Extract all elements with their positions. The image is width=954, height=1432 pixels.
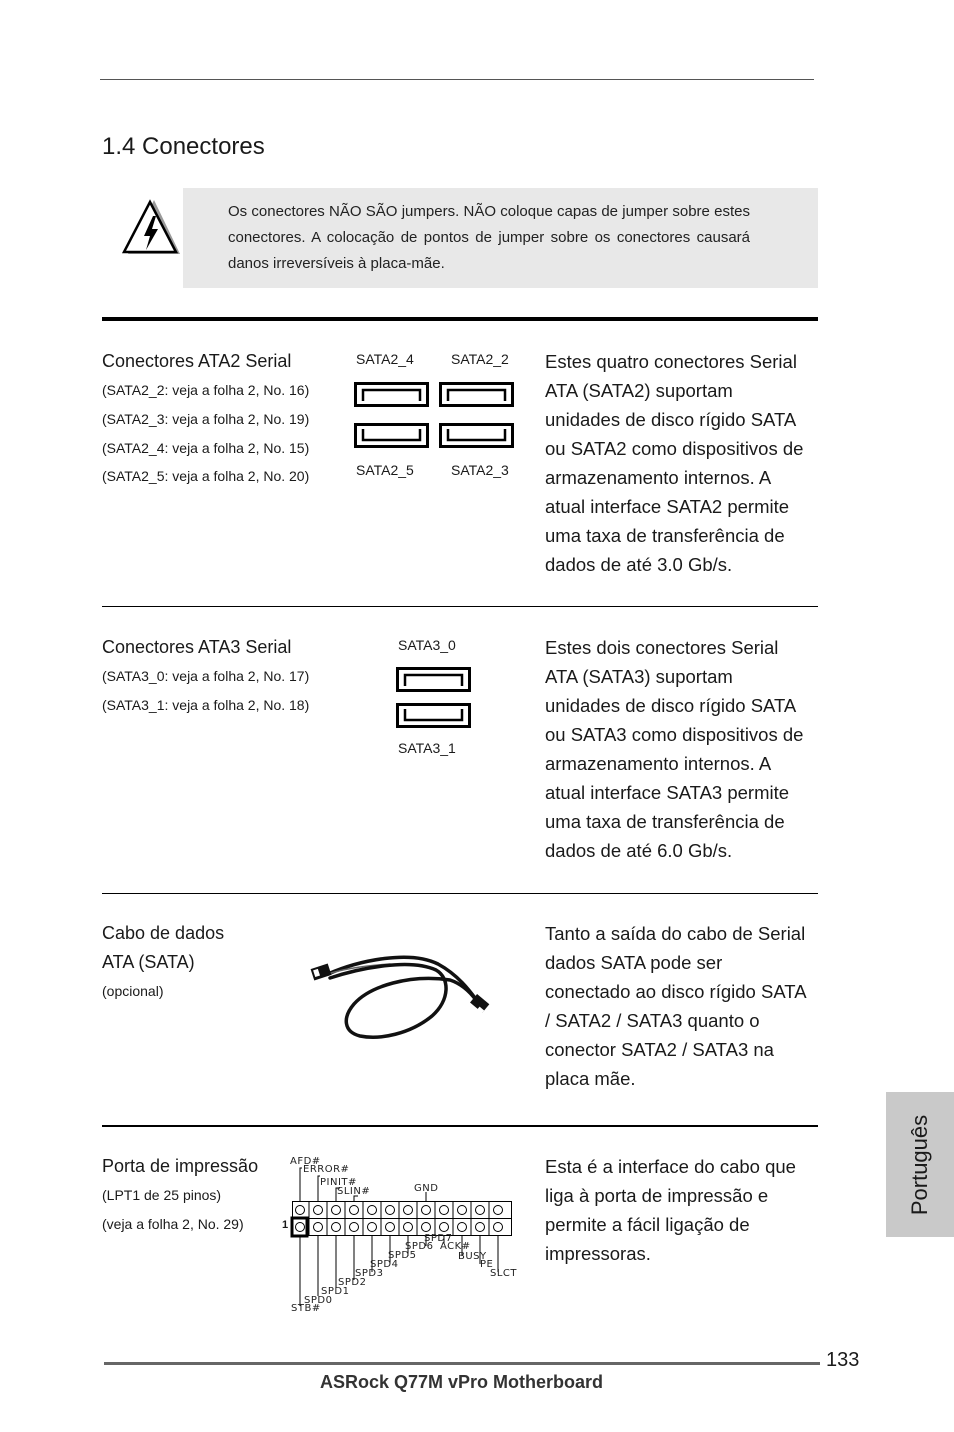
language-tab-label: Português [907, 1114, 932, 1216]
pin-label: PINIT# [320, 1177, 357, 1188]
lpt-note: (veja a folha 2, No. 29) [102, 1216, 244, 1232]
sata3-note: (SATA3_0: veja a folha 2, No. 17) [102, 668, 310, 684]
pin-label: SPD3 [355, 1268, 384, 1279]
section-divider [102, 893, 818, 894]
section-rule-thick [102, 317, 818, 321]
sata2-2-label: SATA2_2 [451, 351, 509, 367]
pin-label: STB# [291, 1303, 321, 1314]
pin-label: GND [414, 1183, 439, 1194]
sata2-description: Estes quatro conectores Serial ATA (SATA2) suportam unidades de disco rígido SATA ou SATA2 como dispositivos de armazenamento internos. A atual interface SATA2 permite uma taxa de transferência de dados de até 3.0 Gb/s. [545, 351, 804, 575]
footer-text: ASRock Q77M vPro Motherboard [320, 1372, 604, 1392]
lpt-description: Esta é a interface do cabo que liga à porta de impressão e permite a fácil ligação de impressoras. [545, 1156, 796, 1264]
section-title: 1.4 Conectores [102, 133, 265, 160]
sata2-title: Conectores ATA2 Serial [102, 351, 292, 371]
sata3-0-label: SATA3_0 [398, 637, 456, 653]
cable-description: Tanto a saída do cabo de Serial dados SATA pode ser conectado ao disco rígido SATA / SATA2 / SATA3 quanto o conector SATA2 / SATA3 na placa mãe. [545, 923, 807, 1089]
section-divider [102, 606, 818, 607]
page-number: 133 [826, 1349, 860, 1371]
pin-label: AFD# [290, 1156, 321, 1167]
pin-label: SLIN# [337, 1186, 371, 1197]
pin-label: SPD0 [304, 1295, 333, 1306]
pin-label: ERROR# [303, 1164, 350, 1175]
pin-label: ACK# [440, 1241, 471, 1252]
section-rule-thick [102, 1125, 818, 1127]
pin-label: SPD2 [338, 1277, 367, 1288]
sata3-description: Estes dois conectores Serial ATA (SATA3) suportam unidades de disco rígido SATA ou SATA3 como dispositivos de armazenamento internos. A atual interface SATA3 permite uma taxa de transferência de dados de até 6.0 Gb/s. [545, 637, 804, 861]
sata3-1-label: SATA3_1 [398, 740, 456, 756]
cable-title: Cabo de dados [102, 923, 225, 943]
pin-label: SPD6 [405, 1241, 434, 1252]
pin-label: PE [480, 1259, 494, 1270]
lpt-title: Porta de impressão [102, 1156, 259, 1176]
footer-rule [104, 1362, 820, 1365]
sata2-3-label: SATA2_3 [451, 462, 509, 478]
sata3-title: Conectores ATA3 Serial [102, 637, 292, 657]
warning-text: Os conectores NÃO SÃO jumpers. NÃO coloque capas de jumper sobre estes conectores. A colocação de pontos de jumper sobre os conectores causará danos irreversíveis à placa-mãe. [228, 203, 750, 272]
sata2-5-label: SATA2_5 [356, 462, 414, 478]
sata3-note: (SATA3_1: veja a folha 2, No. 18) [102, 697, 310, 713]
sata2-note: (SATA2_2: veja a folha 2, No. 16) [102, 382, 310, 398]
cable-title: ATA (SATA) [102, 952, 195, 972]
sata2-note: (SATA2_5: veja a folha 2, No. 20) [102, 468, 310, 484]
pin-label: SPD5 [388, 1250, 417, 1261]
pin-label: SPD1 [321, 1286, 350, 1297]
sata2-note: (SATA2_4: veja a folha 2, No. 15) [102, 440, 310, 456]
pin-label: SLCT [490, 1268, 518, 1279]
warning-icon [120, 196, 184, 260]
pin-label: SPD4 [370, 1259, 399, 1270]
sata2-note: (SATA2_3: veja a folha 2, No. 19) [102, 411, 310, 427]
pin-one-label: 1 [282, 1219, 289, 1231]
sata2-connector-diagram [354, 381, 514, 453]
sata2-4-label: SATA2_4 [356, 351, 414, 367]
pin-label: BUSY [458, 1251, 487, 1262]
lpt-note: (LPT1 de 25 pinos) [102, 1187, 222, 1203]
top-rule [100, 79, 814, 80]
pin-label: SPD7 [424, 1233, 453, 1244]
cable-note: (opcional) [102, 983, 164, 999]
sata-cable-image [300, 940, 500, 1050]
sata3-connector-diagram [396, 666, 472, 730]
